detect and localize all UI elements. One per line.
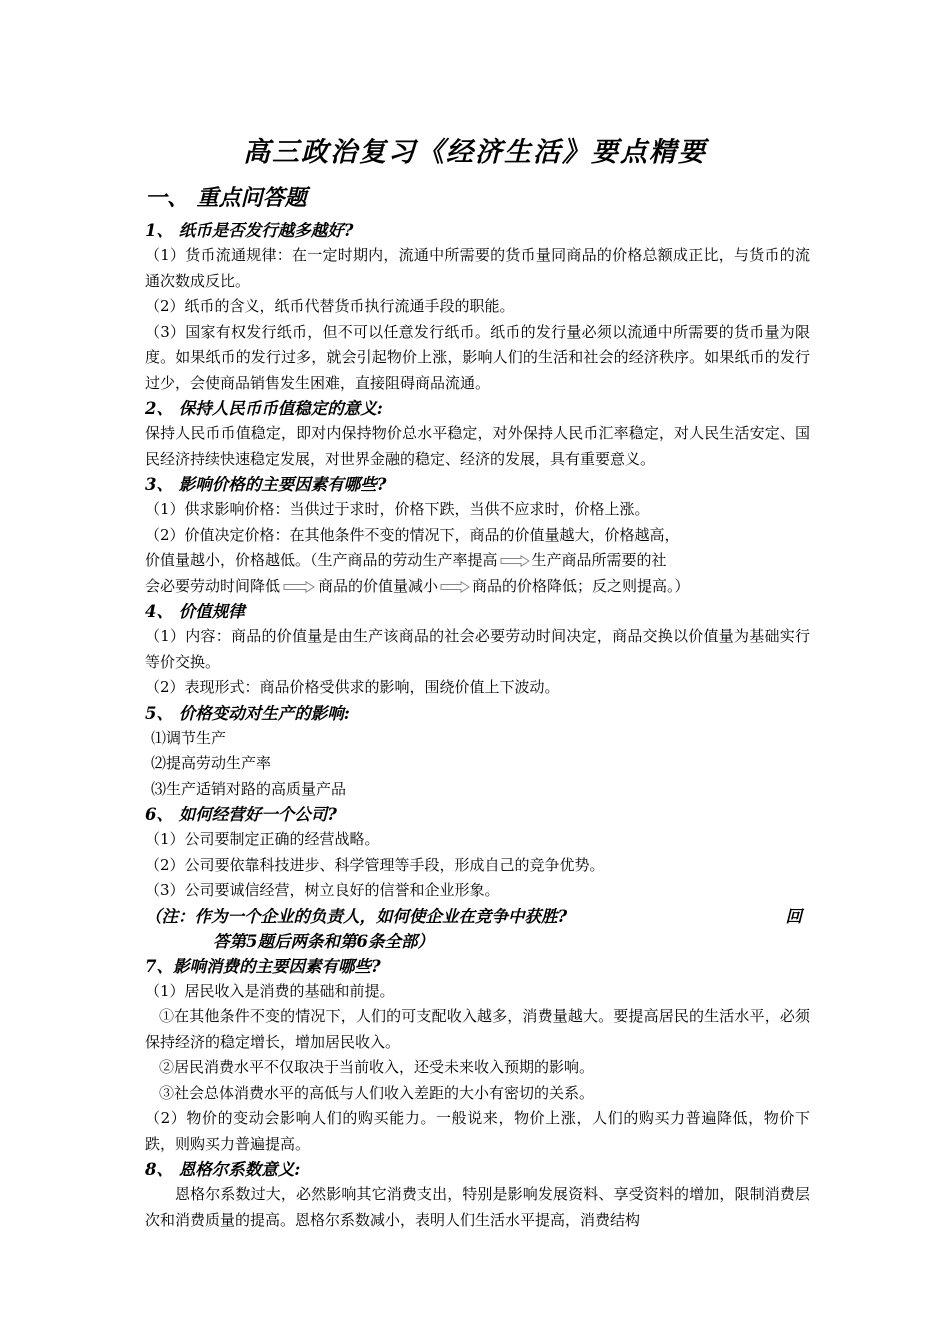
question-1-heading: 1、 纸币是否发行越多越好? — [145, 221, 354, 240]
note-text: （注：作为一个企业的负责人，如何使企业在竞争中获胜? — [145, 906, 568, 926]
text-span: 商品的价格降低；反之则提高。） — [472, 576, 690, 595]
question-5-heading: 5、 价格变动对生产的影响: — [145, 703, 350, 723]
question-6-heading: 6、 如何经营好一个公司? — [145, 805, 337, 824]
section-heading: 一、 重点问答题 — [145, 185, 307, 211]
text-span: 生产商品所需要的社 — [531, 551, 667, 569]
paragraph: （1）供求影响价格：当供过于求时，价格下跌，当供不应求时，价格上涨。 — [145, 500, 650, 518]
list-item: ⑴调节生产 — [151, 728, 227, 747]
document-body — [145, 178, 810, 1233]
paragraph: 恩格尔系数过大，必然影响其它消费支出，特别是影响发展资料、享受资料的增加，限制消费层次和消费质量的提高。恩格尔系数减小，表明人们生活水平提高，消费结构 — [145, 1185, 810, 1229]
text-span: 会必要劳动时间降低 — [145, 576, 281, 595]
question-7-heading: 7、影响消费的主要因素有哪些? — [145, 956, 381, 976]
question-8-heading: 8、 恩格尔系数意义: — [145, 1160, 301, 1179]
text-span: 价值量越小，价格越低。（生产商品的劳动生产率提高 — [145, 551, 498, 569]
paragraph: （3）国家有权发行纸币，但不可以任意发行纸币。纸币的发行量必须以流通中所需要的货币量为限度。如果纸币的发行过多，就会引起物价上涨，影响人们的生活和社会的经济秩序。如果纸币的发行过少，会使商品销售发生困难，直接阻碍商品流通。 — [145, 322, 810, 392]
question-2-heading: 2、 保持人民币币值稳定的意义: — [145, 399, 383, 418]
paragraph: （3）公司要诚信经营，树立良好的信誉和企业形象。 — [145, 881, 500, 899]
note-line — [145, 904, 810, 929]
paragraph: （2）物价的变动会影响人们的购买能力。一般说来，物价上涨，人们的购买力普遍降低，物价下跌，则购买力普遍提高。 — [145, 1109, 810, 1153]
paragraph-line: （2）价值决定价格：在其他条件不变的情况下，商品的价值量越大，价格越高， — [145, 525, 680, 544]
paragraph-line — [145, 548, 810, 574]
note-text: 回 — [785, 906, 802, 926]
list-item: ⑵提高劳动生产率 — [151, 754, 272, 772]
document-title: 高三政治复习《经济生活》要点精要 — [243, 137, 707, 168]
sub-paragraph: ①在其他条件不变的情况下，人们的可支配收入越多，消费量越大。要提高居民的生活水平，必须保持经济的稳定增长，增加居民收入。 — [145, 1007, 810, 1051]
question-4-heading: 4、 价值规律 — [145, 602, 245, 621]
paragraph: （1）居民收入是消费的基础和前提。 — [145, 981, 395, 1000]
sub-paragraph: ②居民消费水平不仅取决于当前收入，还受未来收入预期的影响。 — [159, 1058, 595, 1076]
note-line: 答第5题后两条和第6条全部） — [213, 931, 434, 951]
list-item: ⑶生产适销对路的高质量产品 — [151, 779, 347, 798]
paragraph: 保持人民币币值稳定，即对内保持物价总水平稳定，对外保持人民币汇率稳定，对人民生活安定、国民经济持续快速稳定发展，对世界金融的稳定、经济的发展，具有重要意义。 — [145, 424, 810, 468]
paragraph: （1）公司要制定正确的经营战略。 — [145, 830, 380, 848]
note — [145, 904, 810, 954]
paragraph: （2）公司要依靠科技进步、科学管理等手段，形成自己的竞争优势。 — [145, 855, 605, 874]
question-3-heading: 3、 影响价格的主要因素有哪些? — [145, 475, 387, 494]
right-arrow-icon — [500, 555, 530, 567]
paragraph: （1）货币流通规律：在一定时期内，流通中所需要的货币量同商品的价格总额成正比，与货币的流通次数成反比。 — [145, 246, 810, 290]
paragraph-line — [145, 574, 810, 600]
right-arrow-icon — [282, 581, 316, 593]
paragraph: （2）表现形式：商品价格受供求的影响，围绕价值上下波动。 — [145, 678, 560, 696]
text-span: 商品的价值量减小 — [318, 576, 439, 595]
sub-paragraph: ③社会总体消费水平的高低与人们收入差距的大小有密切的关系。 — [159, 1083, 595, 1102]
right-arrow-icon — [440, 581, 470, 593]
paragraph: （1）内容：商品的价值量是由生产该商品的社会必要劳动时间决定，商品交换以价值量为基础实行等价交换。 — [145, 627, 810, 671]
paragraph: （2）纸币的含义，纸币代替货币执行流通手段的职能。 — [145, 297, 515, 315]
